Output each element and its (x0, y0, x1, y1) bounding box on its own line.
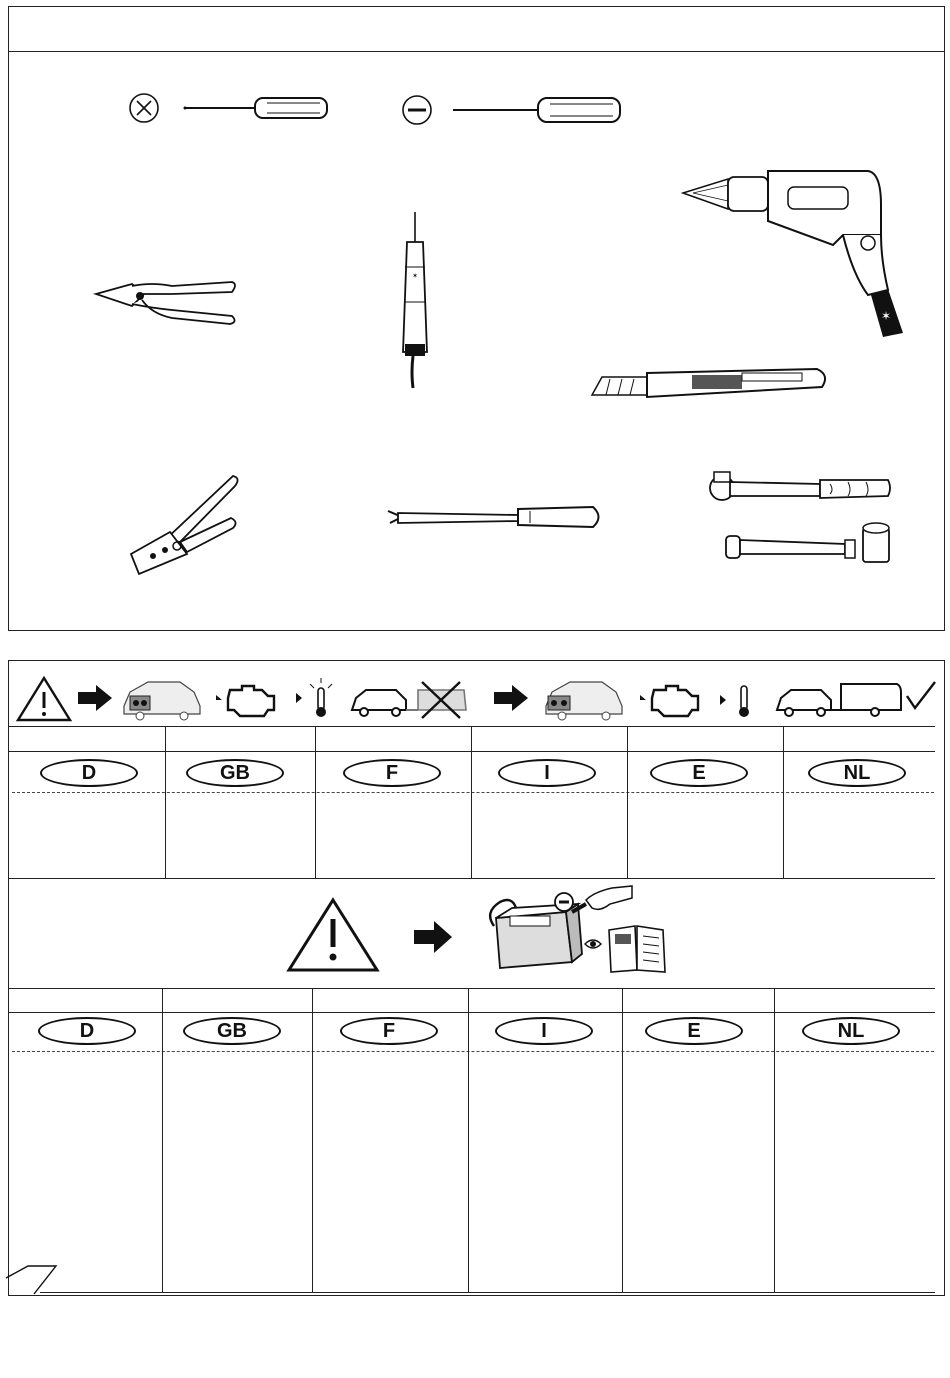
table-1-column-divider (783, 726, 784, 878)
table-2-dashed-rule (12, 1051, 934, 1052)
table-1-header-rule (9, 751, 935, 752)
read-manual-icon (583, 922, 667, 974)
page-corner-mark (4, 1262, 60, 1298)
language-badge-e: E (645, 1017, 743, 1045)
language-badge-e: E (650, 759, 748, 787)
language-badge-f: F (340, 1017, 438, 1045)
table-2-column-divider (312, 988, 313, 1292)
svg-text:✶: ✶ (881, 309, 892, 323)
language-badge-i: I (498, 759, 596, 787)
tools-panel-header-divider (8, 51, 945, 52)
engine-check-icon (206, 680, 281, 720)
table-2-column-divider (468, 988, 469, 1292)
instructions-panel (8, 660, 945, 1296)
check-mark-icon (905, 680, 937, 712)
voltage-test-probe-icon (395, 212, 435, 392)
table-2-bottom-rule (40, 1292, 935, 1293)
table-2-column-divider (162, 988, 163, 1292)
language-badge-f: F (343, 759, 441, 787)
table-1-top-rule (9, 726, 935, 727)
side-cutter-pliers-icon (92, 272, 242, 332)
table-1-column-divider (165, 726, 166, 878)
table-2-column-divider (774, 988, 775, 1292)
language-badge-nl: NL (808, 759, 906, 787)
table-1-column-divider (471, 726, 472, 878)
language-badge-gb: GB (186, 759, 284, 787)
language-badge-d: D (40, 759, 138, 787)
warning-triangle-icon (16, 676, 72, 722)
engine-check-icon (630, 680, 705, 720)
language-badge-d: D (38, 1017, 136, 1045)
electric-drill-icon (683, 165, 908, 340)
table-2-header-rule (9, 1012, 935, 1013)
table-2-column-divider (622, 988, 623, 1292)
car-with-trailer-icon (775, 680, 905, 720)
arrow-right-icon (414, 921, 454, 953)
thermometer-cold-icon (286, 678, 342, 720)
table-1-bottom-rule (9, 878, 935, 879)
car-front-wiring-icon (120, 676, 202, 720)
phillips-screwdriver-icon (125, 88, 335, 128)
utility-knife-icon (592, 365, 832, 401)
language-badge-nl: NL (802, 1017, 900, 1045)
arrow-right-icon (78, 685, 114, 711)
arrow-right-icon (494, 685, 530, 711)
tools-panel-header (16, 16, 916, 40)
language-badge-i: I (495, 1017, 593, 1045)
svg-text:✶: ✶ (412, 273, 418, 280)
warning-triangle-icon (286, 897, 380, 973)
flat-screwdriver-icon (398, 90, 628, 130)
table-1-dashed-rule (12, 792, 934, 793)
language-badge-gb: GB (183, 1017, 281, 1045)
crimping-pliers-icon (125, 470, 245, 578)
table-2-top-rule (9, 988, 935, 989)
car-without-trailer-icon (350, 678, 470, 720)
table-1-column-divider (315, 726, 316, 878)
trim-removal-tool-icon (388, 503, 606, 533)
thermometer-icon (710, 680, 760, 720)
ratchet-socket-wrench-icon (700, 470, 900, 570)
car-front-wiring-icon (542, 676, 624, 720)
table-1-column-divider (627, 726, 628, 878)
